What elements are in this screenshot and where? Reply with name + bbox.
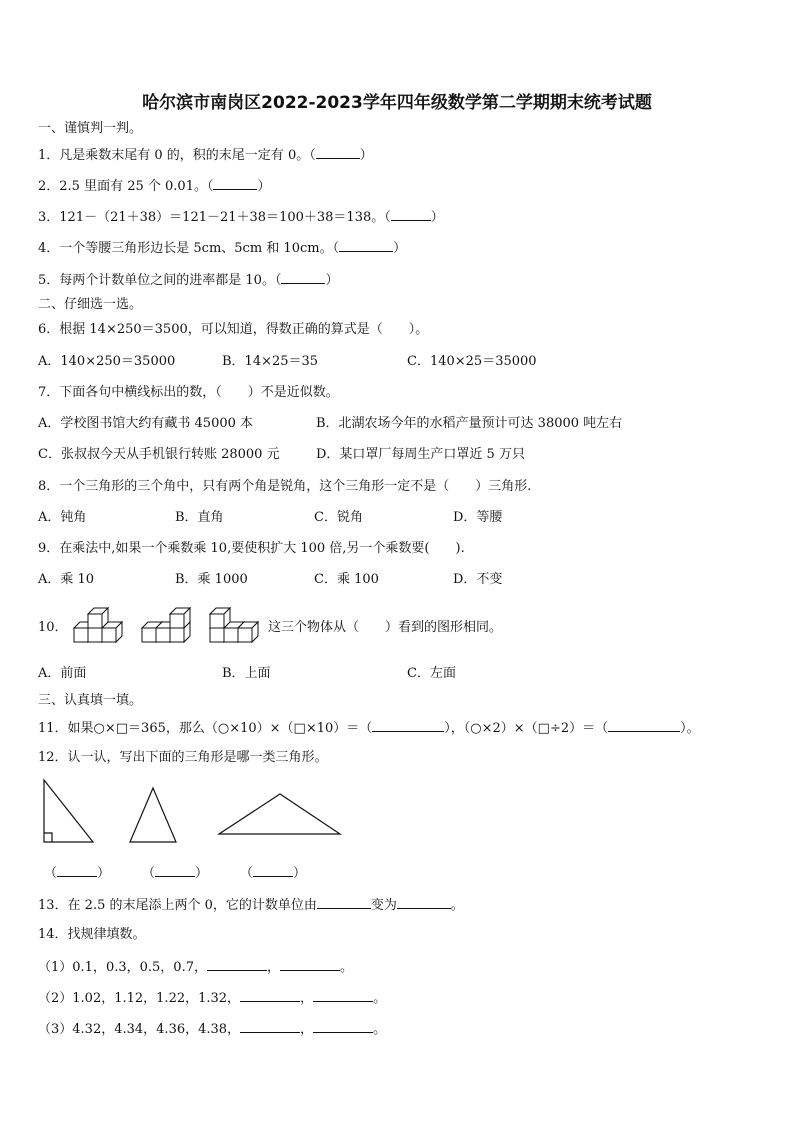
section-heading-1: 一、谨慎判一判。 bbox=[38, 121, 143, 136]
cube-stack-figure-1 bbox=[70, 606, 130, 648]
question-3 bbox=[38, 208, 444, 226]
q7-option-b[interactable]: B．北湖农场今年的水稻产量预计可达 38000 吨左右 bbox=[316, 416, 623, 431]
answer-blank[interactable] bbox=[281, 271, 325, 284]
sequence-text: （1）0.1，0.3，0.5，0.7， bbox=[38, 960, 207, 975]
question-5 bbox=[38, 271, 338, 289]
separator: ， bbox=[300, 1022, 314, 1037]
answer-blank[interactable] bbox=[253, 864, 293, 877]
sequence-text: （3）4.32，4.34，4.36，4.38， bbox=[38, 1022, 241, 1037]
right-angle-mark bbox=[44, 833, 52, 842]
question-7-stem: 7．下面各句中横线标出的数，（ ）不是近似数。 bbox=[38, 385, 339, 400]
q7-option-d[interactable]: D．某口罩厂每周生产口罩近 5 万只 bbox=[316, 447, 525, 462]
question-6-stem: 6．根据 14×250＝3500，可以知道，得数正确的算式是（ ）。 bbox=[38, 322, 429, 337]
q9-option-b[interactable]: B．乘 1000 bbox=[175, 572, 248, 587]
question-14-stem: 14．找规律填数。 bbox=[38, 927, 146, 942]
q6-option-c[interactable]: C．140×25＝35000 bbox=[407, 354, 537, 369]
bracket-close: ） bbox=[195, 866, 209, 881]
bracket-open: （ bbox=[240, 866, 254, 881]
q8-option-a[interactable]: A．钝角 bbox=[38, 510, 87, 525]
q6-option-a[interactable]: A．140×250＝35000 bbox=[38, 354, 176, 369]
answer-blank[interactable] bbox=[240, 989, 300, 1002]
separator: ， bbox=[266, 960, 280, 975]
question-8-stem: 8．一个三角形的三个角中，只有两个角是锐角，这个三角形一定不是（ ）三角形. bbox=[38, 479, 532, 494]
bracket-open: （ bbox=[142, 866, 156, 881]
question-11 bbox=[38, 719, 700, 737]
q12-answer-2 bbox=[142, 864, 208, 882]
bracket-close: ） bbox=[393, 241, 407, 256]
answer-blank[interactable] bbox=[313, 989, 373, 1002]
section-heading-3: 三、认真填一填。 bbox=[38, 693, 143, 708]
question-1 bbox=[38, 146, 373, 164]
question-11-middle: ），（○×2）×（□÷2）＝（ bbox=[444, 721, 609, 736]
bracket-close: ） bbox=[359, 148, 373, 163]
q8-option-b[interactable]: B．直角 bbox=[175, 510, 224, 525]
bracket-close: ） bbox=[293, 866, 307, 881]
q10-option-b[interactable]: B．上面 bbox=[222, 666, 271, 681]
q9-option-d[interactable]: D．不变 bbox=[453, 572, 503, 587]
question-4 bbox=[38, 239, 406, 257]
question-3-text: 3．121－（21＋38）＝121－21＋38＝100＋38＝138。（ bbox=[38, 210, 391, 225]
period: 。 bbox=[373, 1022, 387, 1037]
q10-option-c[interactable]: C．左面 bbox=[407, 666, 456, 681]
answer-blank[interactable] bbox=[397, 896, 451, 909]
question-13 bbox=[38, 896, 464, 914]
q7-option-a[interactable]: A．学校图书馆大约有藏书 45000 本 bbox=[38, 416, 254, 431]
acute-triangle bbox=[130, 788, 176, 842]
question-1-text: 1．凡是乘数末尾有 0 的，积的末尾一定有 0。（ bbox=[38, 148, 316, 163]
question-12-stem: 12．认一认，写出下面的三角形是哪一类三角形。 bbox=[38, 750, 328, 765]
q6-option-b[interactable]: B．14×25＝35 bbox=[222, 354, 319, 369]
cube-stack-figure-3 bbox=[206, 603, 266, 648]
q7-option-c[interactable]: C．张叔叔今天从手机银行转账 28000 元 bbox=[38, 447, 280, 462]
answer-blank[interactable] bbox=[213, 177, 257, 190]
q10-option-a[interactable]: A．前面 bbox=[38, 666, 87, 681]
answer-blank[interactable] bbox=[316, 146, 360, 159]
bracket-close: ）。 bbox=[680, 721, 700, 736]
section-heading-2: 二、仔细选一选。 bbox=[38, 297, 143, 312]
cube-stack-figure-2 bbox=[138, 606, 198, 648]
q14-line-2 bbox=[38, 989, 386, 1007]
triangles-figure bbox=[38, 778, 358, 848]
q14-line-3 bbox=[38, 1020, 386, 1038]
q12-answer-3 bbox=[240, 864, 306, 882]
question-2-text: 2．2.5 里面有 25 个 0.01。（ bbox=[38, 179, 214, 194]
question-10-stem: 这三个物体从（ ）看到的图形相同。 bbox=[268, 620, 503, 635]
question-5-text: 5．每两个计数单位之间的进率都是 10。（ bbox=[38, 273, 282, 288]
question-13-middle: 变为 bbox=[370, 898, 397, 913]
answer-blank[interactable] bbox=[339, 239, 393, 252]
separator: ， bbox=[300, 991, 314, 1006]
question-4-text: 4．一个等腰三角形边长是 5cm、5cm 和 10cm。（ bbox=[38, 241, 340, 256]
bracket-close: ） bbox=[97, 866, 111, 881]
bracket-close: ） bbox=[430, 210, 444, 225]
question-11-text: 11．如果○×□＝365，那么（○×10）×（□×10）＝（ bbox=[38, 721, 373, 736]
obtuse-triangle bbox=[219, 794, 340, 834]
period: 。 bbox=[373, 991, 387, 1006]
answer-blank[interactable] bbox=[207, 958, 267, 971]
answer-blank[interactable] bbox=[317, 896, 371, 909]
question-13-text: 13．在 2.5 的末尾添上两个 0，它的计数单位由 bbox=[38, 898, 317, 913]
question-9-stem: 9．在乘法中,如果一个乘数乘 10,要使积扩大 100 倍,另一个乘数要( ). bbox=[38, 541, 465, 556]
q8-option-c[interactable]: C．锐角 bbox=[314, 510, 363, 525]
q12-answer-1 bbox=[44, 864, 110, 882]
answer-blank[interactable] bbox=[240, 1020, 300, 1033]
question-10-number: 10． bbox=[38, 620, 68, 635]
period: 。 bbox=[339, 960, 353, 975]
page-title: 哈尔滨市南岗区2022-2023学年四年级数学第二学期期末统考试题 bbox=[142, 93, 652, 113]
bracket-open: （ bbox=[44, 866, 58, 881]
bracket-close: ） bbox=[325, 273, 339, 288]
bracket-close: ） bbox=[257, 179, 271, 194]
answer-blank[interactable] bbox=[57, 864, 97, 877]
period: 。 bbox=[450, 898, 464, 913]
q14-line-1 bbox=[38, 958, 353, 976]
sequence-text: （2）1.02，1.12，1.22，1.32， bbox=[38, 991, 241, 1006]
q8-option-d[interactable]: D．等腰 bbox=[453, 510, 503, 525]
q9-option-c[interactable]: C．乘 100 bbox=[314, 572, 379, 587]
question-2 bbox=[38, 177, 270, 195]
answer-blank[interactable] bbox=[280, 958, 340, 971]
answer-blank[interactable] bbox=[313, 1020, 373, 1033]
answer-blank[interactable] bbox=[155, 864, 195, 877]
answer-blank[interactable] bbox=[372, 719, 444, 732]
answer-blank[interactable] bbox=[608, 719, 680, 732]
q9-option-a[interactable]: A．乘 10 bbox=[38, 572, 95, 587]
answer-blank[interactable] bbox=[391, 208, 431, 221]
